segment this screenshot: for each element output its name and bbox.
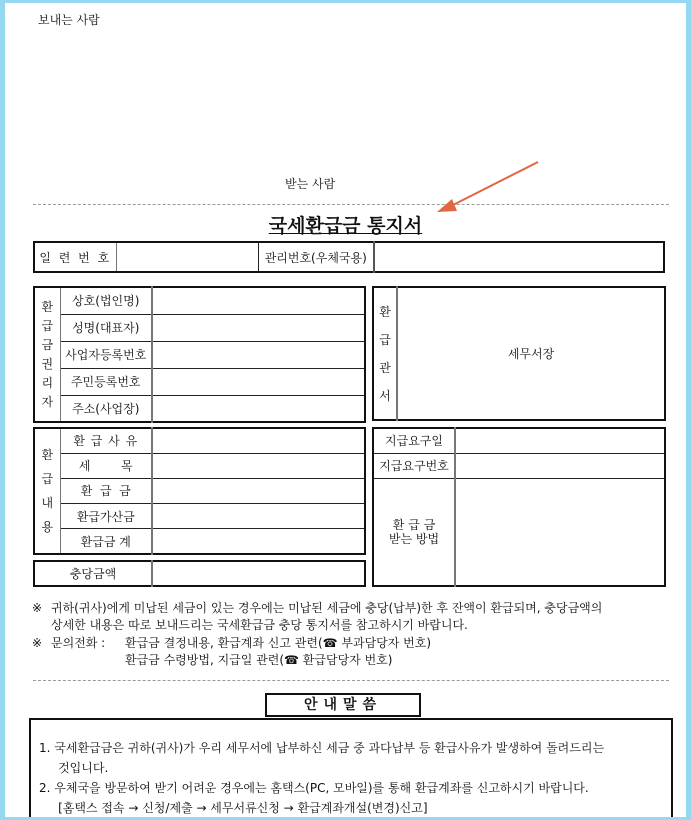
content-label-tax-item: 세 목 xyxy=(60,453,152,478)
payment-request-date-value xyxy=(455,428,665,453)
note-line-2: 상세한 내용은 따로 보내드리는 국세환급금 충당 통지서를 참고하시기 바랍니다. xyxy=(51,618,468,632)
claimant-label-name: 성명(대표자) xyxy=(60,314,152,341)
note-line-1: 귀하(귀사)에게 미납된 세금이 있는 경우에는 미납된 세금에 충당(납부)한 후 잔액이 환급되며, 충당금액의 xyxy=(51,601,603,615)
offset-table xyxy=(33,560,366,587)
content-label-reason: 환 급 사 유 xyxy=(60,428,152,453)
serial-value xyxy=(116,242,258,272)
payment-request-date-label: 지급요구일 xyxy=(373,428,455,453)
guide-title: 안내말씀 xyxy=(265,693,421,717)
claimant-value-name xyxy=(152,314,365,341)
offset-amount-label: 충당금액 xyxy=(34,561,152,586)
refund-content-table xyxy=(33,427,366,555)
contact-label: 문의전화 : xyxy=(51,636,106,650)
claimant-label-bizno: 사업자등록번호 xyxy=(60,341,152,368)
payment-request-number-label: 지급요구번호 xyxy=(373,453,455,478)
sender-label: 보내는 사람 xyxy=(38,13,100,27)
guide-item-2: 2. 우체국을 방문하여 받기 어려운 경우에는 홈택스(PC, 모바일)를 통해 환급계좌를 신고하시기 바랍니다. xyxy=(39,781,589,795)
content-value-interest xyxy=(152,504,365,529)
office-table xyxy=(372,286,666,421)
annotation-arrow-icon xyxy=(5,3,686,233)
claimant-value-address xyxy=(152,395,365,422)
recipient-label: 받는 사람 xyxy=(285,177,336,191)
serial-table xyxy=(33,241,665,273)
receipt-method-value xyxy=(455,478,665,586)
claimant-label-company: 상호(법인명) xyxy=(60,287,152,314)
payment-request-number-value xyxy=(455,453,665,478)
claimant-value-company xyxy=(152,287,365,314)
refund-notice-page xyxy=(5,3,686,817)
claimant-label-resident-no: 주민등록번호 xyxy=(60,368,152,395)
content-label-total: 환급금 계 xyxy=(60,529,152,554)
claimant-value-resident-no xyxy=(152,368,365,395)
claimant-label-address: 주소(사업장) xyxy=(60,395,152,422)
contact-line-2: 환급금 수령방법, 지급일 관련(☎ 환급담당자 번호) xyxy=(125,653,393,667)
document-title: 국세환급금 통지서 xyxy=(268,215,423,237)
claimant-group-label: 환 급 금 권 리 자 xyxy=(34,287,60,422)
content-value-total xyxy=(152,529,365,554)
content-label-interest: 환급가산금 xyxy=(60,504,152,529)
guide-box xyxy=(29,718,673,817)
guide-item-1-cont: 것입니다. xyxy=(39,761,109,775)
note-mark-1: ※ xyxy=(32,601,43,615)
mgmt-number-value xyxy=(374,242,664,272)
guide-item-2-cont: [홈택스 접속 → 신청/제출 → 세무서류신청 → 환급계좌개설(변경)신고] xyxy=(39,801,428,815)
office-value: 세무서장 xyxy=(397,287,665,420)
receipt-method-label: 환 급 금 받는 방법 xyxy=(373,478,455,586)
content-label-amount: 환 급 금 xyxy=(60,478,152,503)
office-group-label: 환 급 관 서 xyxy=(373,287,397,420)
claimant-table xyxy=(33,286,366,423)
claimant-value-bizno xyxy=(152,341,365,368)
content-value-reason xyxy=(152,428,365,453)
mgmt-number-label: 관리번호(우체국용) xyxy=(258,242,374,272)
serial-label: 일 련 번 호 xyxy=(34,242,116,272)
content-value-amount xyxy=(152,478,365,503)
content-value-tax-item xyxy=(152,453,365,478)
offset-amount-value xyxy=(152,561,365,586)
cut-line-bottom xyxy=(33,680,669,681)
guide-item-1: 1. 국세환급금은 귀하(귀사)가 우리 세무서에 납부하신 세금 중 과다납부 등 환급사유가 발생하여 돌려드리는 xyxy=(39,741,605,755)
note-mark-2: ※ xyxy=(32,636,43,650)
contact-line-1: 환급금 결정내용, 환급계좌 신고 관련(☎ 부과담당자 번호) xyxy=(125,636,432,650)
payment-table xyxy=(372,427,666,587)
content-group-label: 환 급 내 용 xyxy=(34,428,60,554)
